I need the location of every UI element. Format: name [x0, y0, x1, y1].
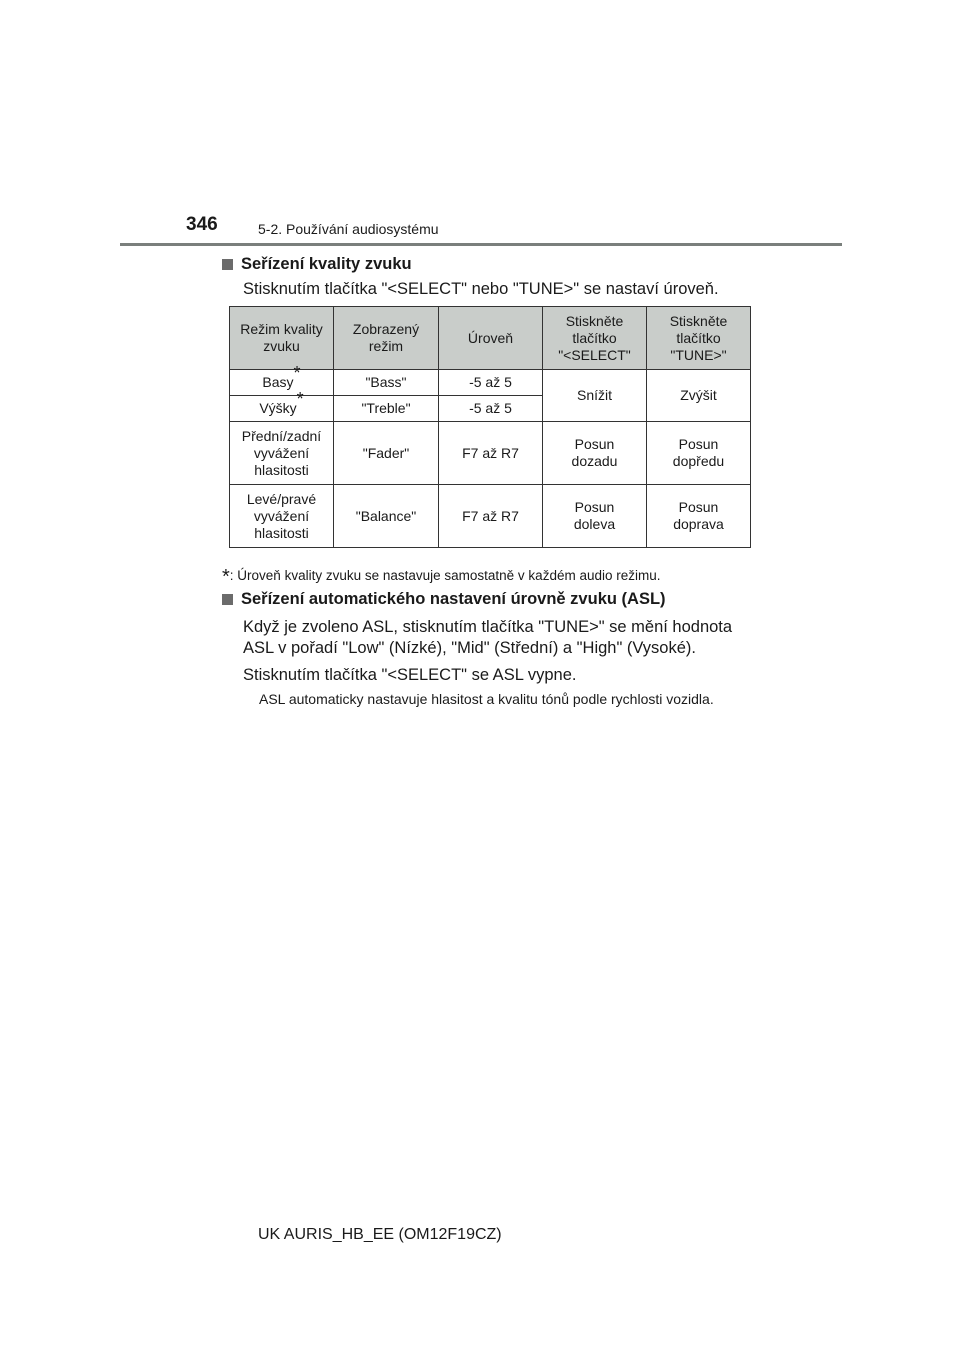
cell-mode: Přední/zadní vyvážení hlasitosti — [230, 422, 334, 485]
asl-line-1: Když je zvoleno ASL, stisknutím tlačítka "TUNE>" se mění hodnota — [243, 618, 733, 636]
header-level: Úroveň — [439, 307, 543, 370]
cell-tune: Posun doprava — [647, 485, 751, 548]
cell-mode: Výšky* — [230, 396, 334, 422]
asl-line-2: ASL v pořadí "Low" (Nízké), "Mid" (Střední) a "High" (Vysoké). — [243, 639, 696, 657]
section-heading-text: Seřízení kvality zvuku — [241, 255, 412, 273]
section-heading-asl — [222, 590, 666, 609]
footnote — [222, 563, 661, 586]
header-select: Stiskněte tlačítko "<SELECT" — [543, 307, 647, 370]
cell-level: -5 až 5 — [439, 396, 543, 422]
cell-select-merged: Snížit — [543, 370, 647, 422]
table-row — [230, 370, 751, 396]
sound-quality-table — [229, 306, 751, 548]
header-tune: Stiskněte tlačítko "TUNE>" — [647, 307, 751, 370]
table-row — [230, 422, 751, 485]
header-display: Zobrazený režim — [334, 307, 439, 370]
bullet-square-icon — [222, 259, 233, 270]
cell-level: F7 až R7 — [439, 485, 543, 548]
bullet-square-icon — [222, 594, 233, 605]
document-id: UK AURIS_HB_EE (OM12F19CZ) — [258, 1226, 502, 1243]
cell-display: "Fader" — [334, 422, 439, 485]
section-heading-sound-quality — [222, 255, 412, 274]
header-rule — [120, 243, 842, 246]
chapter-title: 5-2. Používání audiosystému — [258, 221, 439, 237]
asl-note: ASL automaticky nastavuje hlasitost a kvalitu tónů podle rychlosti vozidla. — [259, 691, 714, 707]
cell-level: F7 až R7 — [439, 422, 543, 485]
sound-quality-intro: Stisknutím tlačítka "<SELECT" nebo "TUNE>" se nastaví úroveň. — [243, 280, 719, 298]
cell-mode: Basy* — [230, 370, 334, 396]
cell-select: Posun dozadu — [543, 422, 647, 485]
cell-level: -5 až 5 — [439, 370, 543, 396]
cell-display: "Balance" — [334, 485, 439, 548]
cell-select: Posun doleva — [543, 485, 647, 548]
cell-display: "Bass" — [334, 370, 439, 396]
asl-line-3: Stisknutím tlačítka "<SELECT" se ASL vypne. — [243, 666, 577, 684]
section-heading-text: Seřízení automatického nastavení úrovně zvuku (ASL) — [241, 590, 666, 608]
footnote-marker: * — [222, 566, 230, 588]
page-number: 346 — [186, 214, 218, 235]
footnote-text: : Úroveň kvality zvuku se nastavuje samostatně v každém audio režimu. — [229, 568, 661, 583]
cell-display: "Treble" — [334, 396, 439, 422]
cell-mode: Levé/pravé vyvážení hlasitosti — [230, 485, 334, 548]
cell-tune-merged: Zvýšit — [647, 370, 751, 422]
header-mode: Režim kvality zvuku — [230, 307, 334, 370]
cell-tune: Posun dopředu — [647, 422, 751, 485]
table-header-row — [230, 307, 751, 370]
table-row — [230, 485, 751, 548]
